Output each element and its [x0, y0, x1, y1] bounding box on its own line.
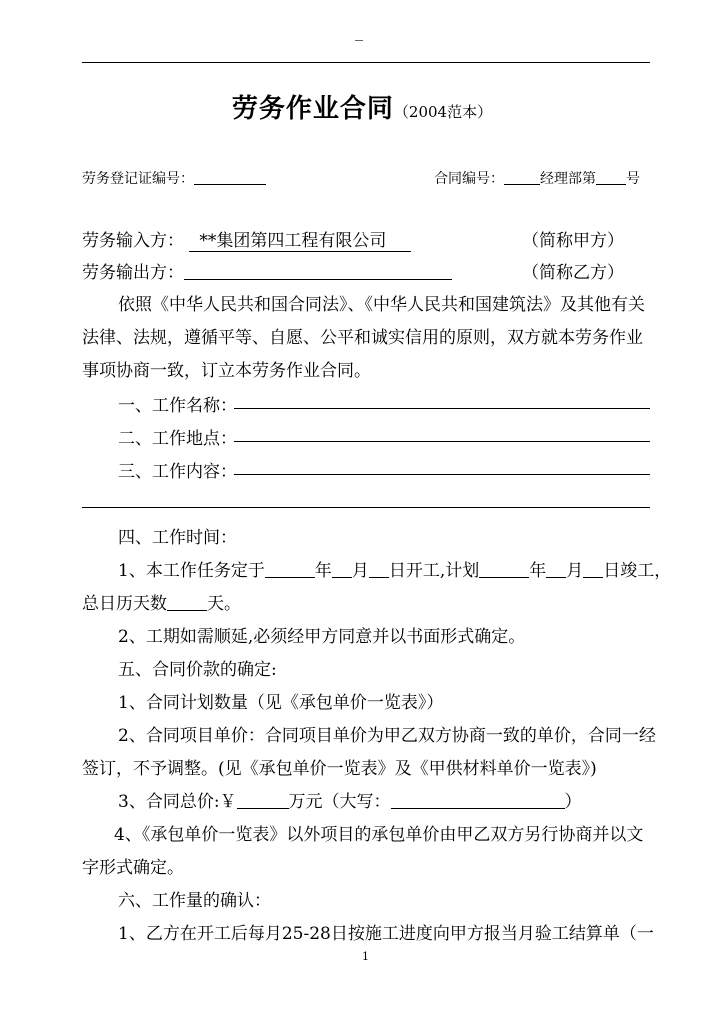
section5-item1: 1、合同计划数量（见《承包单价一览表》） — [118, 693, 444, 713]
party-a-alias: （简称甲方） — [522, 231, 624, 251]
section5-item3 — [118, 787, 582, 812]
registration-label: 劳务登记证编号： — [82, 171, 194, 187]
party-b-label: 劳务输出方： — [82, 263, 184, 283]
total-price-close: ） — [564, 792, 582, 812]
header-dash: _ — [355, 22, 363, 41]
contract-number-blank — [504, 168, 540, 185]
start-year-blank — [265, 561, 315, 578]
preamble-line-3: 事项协商一致，订立本劳务作业合同。 — [82, 361, 371, 381]
start-month-blank — [332, 561, 352, 578]
title-main: 劳务作业合同 — [231, 94, 394, 124]
section2-label: 二、工作地点： — [118, 429, 237, 449]
section6-item1: 1、乙方在开工后每月25-28日按施工进度向甲方报当月验工结算单（一 — [118, 924, 654, 944]
end-year-blank — [479, 561, 529, 578]
party-b-blank — [184, 263, 452, 280]
total-days-label: 总日历天数 — [82, 594, 167, 614]
section4-item1-prefix: 1、本工作任务定于 — [118, 561, 265, 581]
registration-line — [82, 168, 266, 188]
total-days-blank — [167, 594, 207, 611]
total-days-unit: 天。 — [207, 594, 241, 614]
section4-item2: 2、工期如需顺延,必须经甲方同意并以书面形式确定。 — [118, 627, 526, 647]
page-number: 1 — [362, 950, 369, 963]
header-rule — [82, 62, 650, 63]
section3-blank — [234, 474, 650, 475]
section5-item2-line2: 签订，不予调整。(见《承包单价一览表》及《甲供材料单价一览表》) — [82, 759, 597, 779]
section1-blank — [234, 408, 650, 409]
total-price-blank — [237, 792, 289, 809]
contract-number-suffix: 号 — [626, 171, 640, 187]
section4-item1-line2 — [82, 589, 241, 614]
section2-blank — [234, 441, 650, 442]
end-year-unit: 年 — [529, 561, 547, 581]
party-b-line — [82, 258, 452, 283]
start-year-unit: 年 — [314, 561, 332, 581]
contract-seq-blank — [596, 168, 626, 185]
end-month-blank — [546, 561, 566, 578]
party-a-label: 劳务输入方： — [82, 231, 184, 251]
contract-number-label: 合同编号： — [434, 171, 504, 187]
start-day-unit: 日开工,计划 — [388, 561, 480, 581]
section6-heading: 六、工作量的确认： — [118, 891, 271, 911]
document-title — [0, 88, 724, 125]
section5-item4-line2: 字形式确定。 — [82, 858, 184, 878]
section5-heading: 五、合同价款的确定: — [118, 660, 277, 680]
total-price-unit: 万元（大写： — [288, 792, 391, 812]
end-day-unit: 日竣工， — [603, 561, 672, 581]
preamble-line-2: 法律、法规，遵循平等、自愿、公平和诚实信用的原则，双方就本劳务作业 — [82, 328, 643, 348]
total-price-label: 3、合同总价:￥ — [118, 792, 237, 812]
section5-item4-line1: 4、《承包单价一览表》以外项目的承包单价由甲乙双方另行协商并以文 — [114, 825, 644, 845]
end-month-unit: 月 — [566, 561, 584, 581]
section4-item1-line1 — [118, 556, 671, 581]
end-day-blank — [583, 561, 603, 578]
contract-dept-label: 经理部第 — [540, 171, 596, 187]
party-a-line — [82, 226, 411, 252]
party-b-alias: （简称乙方） — [522, 263, 624, 283]
title-sub: （2004范本） — [393, 103, 493, 121]
start-month-unit: 月 — [351, 561, 369, 581]
party-a-value: **集团第四工程有限公司 — [189, 226, 411, 252]
section4-heading: 四、工作时间： — [118, 528, 237, 548]
preamble-line-1: 依照《中华人民共和国合同法》、《中华人民共和国建筑法》及其他有关 — [118, 295, 645, 315]
start-day-blank — [369, 561, 389, 578]
section5-item2-line1: 2、合同项目单价：合同项目单价为甲乙双方协商一致的单价，合同一经 — [118, 726, 656, 746]
total-price-words-blank — [391, 792, 565, 809]
section1-label: 一、工作名称： — [118, 396, 237, 416]
section3-label: 三、工作内容： — [118, 462, 237, 482]
section3-blank-extra — [82, 507, 650, 508]
registration-blank — [194, 168, 266, 185]
contract-number-line — [434, 168, 640, 188]
